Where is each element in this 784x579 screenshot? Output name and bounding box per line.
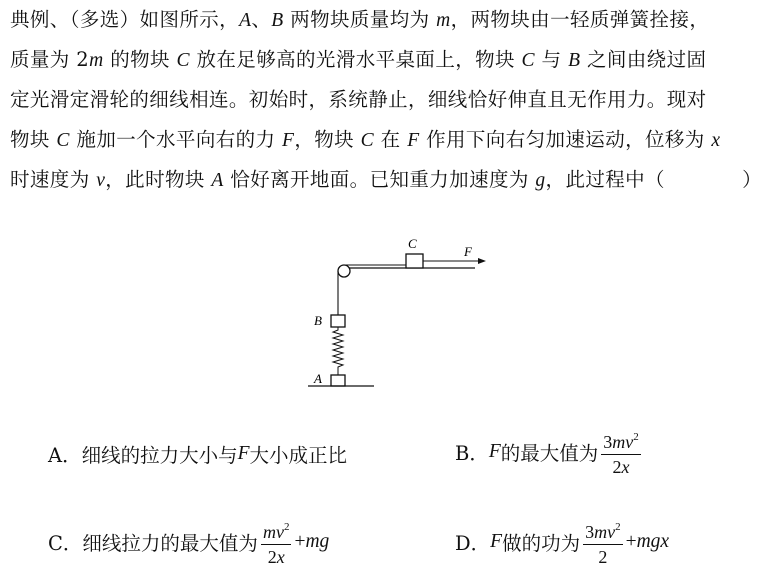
option-c[interactable] — [48, 515, 329, 569]
option-b-denominator: 2x — [612, 457, 630, 477]
option-b[interactable] — [455, 425, 644, 479]
text: 放在足够高的光滑水平桌面上，物块 — [189, 48, 522, 71]
var-b: B — [568, 50, 581, 71]
label-c: C — [408, 236, 417, 251]
option-a[interactable] — [48, 440, 347, 468]
option-c-label: C． — [48, 532, 83, 555]
var-x: x — [711, 130, 721, 151]
var-m: m — [436, 10, 451, 31]
problem-statement — [10, 0, 776, 200]
problem-line-3 — [10, 80, 776, 120]
spring — [333, 327, 343, 375]
text: 质量为 2 — [10, 48, 90, 71]
block-c — [406, 254, 423, 268]
text: ，两物块由一轻质弹簧拴接， — [450, 8, 710, 31]
text: 之间由绕过固 — [580, 48, 707, 71]
text: 在 — [374, 128, 408, 151]
option-c-plus: + — [294, 531, 306, 552]
force-arrowhead-icon — [478, 258, 486, 264]
problem-line-5 — [10, 160, 776, 200]
text: 时速度为 — [10, 168, 97, 191]
option-d-fraction — [583, 515, 623, 569]
option-c-text: 细线拉力的最大值为 — [82, 532, 258, 555]
text: 、 — [251, 8, 272, 31]
pulley-icon — [338, 265, 350, 277]
text: 典例、（多选）如图所示， — [10, 8, 240, 31]
var-a: A — [211, 170, 224, 191]
block-a — [331, 375, 345, 386]
var-g: g — [535, 170, 546, 191]
block-b — [331, 315, 345, 327]
option-a-text: 细线的拉力大小与 — [81, 444, 238, 467]
option-d-text: 做的功为 — [502, 532, 581, 555]
var-c: C — [56, 130, 70, 151]
option-d-numerator: $3mv^2$ — [583, 515, 623, 545]
answer-bracket-close: ） — [742, 168, 762, 191]
option-d-denominator: 2 — [598, 547, 608, 567]
problem-line-4 — [10, 120, 776, 160]
option-c-numerator: $mv^2$ — [261, 515, 292, 545]
option-d-plus: + — [625, 531, 637, 552]
text: 物块 — [10, 128, 57, 151]
var-a: A — [239, 10, 252, 31]
label-b: B — [314, 313, 322, 328]
option-b-label: B． — [455, 442, 489, 465]
physics-diagram — [300, 230, 500, 395]
text: ，此时物块 — [105, 168, 212, 191]
label-f: F — [464, 244, 472, 259]
option-a-var: F — [237, 443, 250, 464]
var-c: C — [176, 50, 190, 71]
text: 恰好离开地面。已知重力加速度为 — [223, 168, 536, 191]
option-a-tail: 大小成正比 — [249, 444, 348, 467]
text: ，物块 — [294, 128, 361, 151]
option-c-denominator: 2x — [267, 547, 285, 567]
option-d-label: D． — [455, 532, 491, 555]
option-c-tail: mg — [305, 531, 330, 552]
var-c: C — [360, 130, 375, 151]
option-d[interactable] — [455, 515, 669, 569]
option-a-label: A． — [48, 444, 82, 467]
var-c: C — [521, 50, 535, 71]
var-f: F — [407, 130, 420, 151]
var-m: m — [89, 50, 104, 71]
option-b-text: 的最大值为 — [500, 442, 599, 465]
var-b: B — [271, 10, 284, 31]
label-a: A — [314, 371, 322, 386]
text: 与 — [534, 48, 569, 71]
text: 施加一个水平向右的力 — [69, 128, 283, 151]
text: 作用下向右匀加速运动，位移为 — [419, 128, 712, 151]
text: 两物块质量均为 — [283, 8, 437, 31]
text: 定光滑定滑轮的细线相连。初始时，系统静止，细线恰好伸直且无作用力。现对 — [10, 88, 707, 111]
option-c-fraction — [261, 515, 292, 569]
text: 的物块 — [103, 48, 177, 71]
option-b-numerator: $3mv^2$ — [601, 425, 641, 455]
problem-line-1 — [10, 0, 776, 40]
option-b-var: F — [488, 441, 501, 462]
problem-line-2 — [10, 40, 776, 80]
var-f: F — [282, 130, 295, 151]
option-d-var: F — [490, 531, 503, 552]
var-v: v — [96, 170, 106, 191]
option-d-tail: mgx — [636, 531, 670, 552]
answer-bracket-open: ，此过程中（ — [545, 168, 665, 191]
option-b-fraction — [601, 425, 641, 479]
